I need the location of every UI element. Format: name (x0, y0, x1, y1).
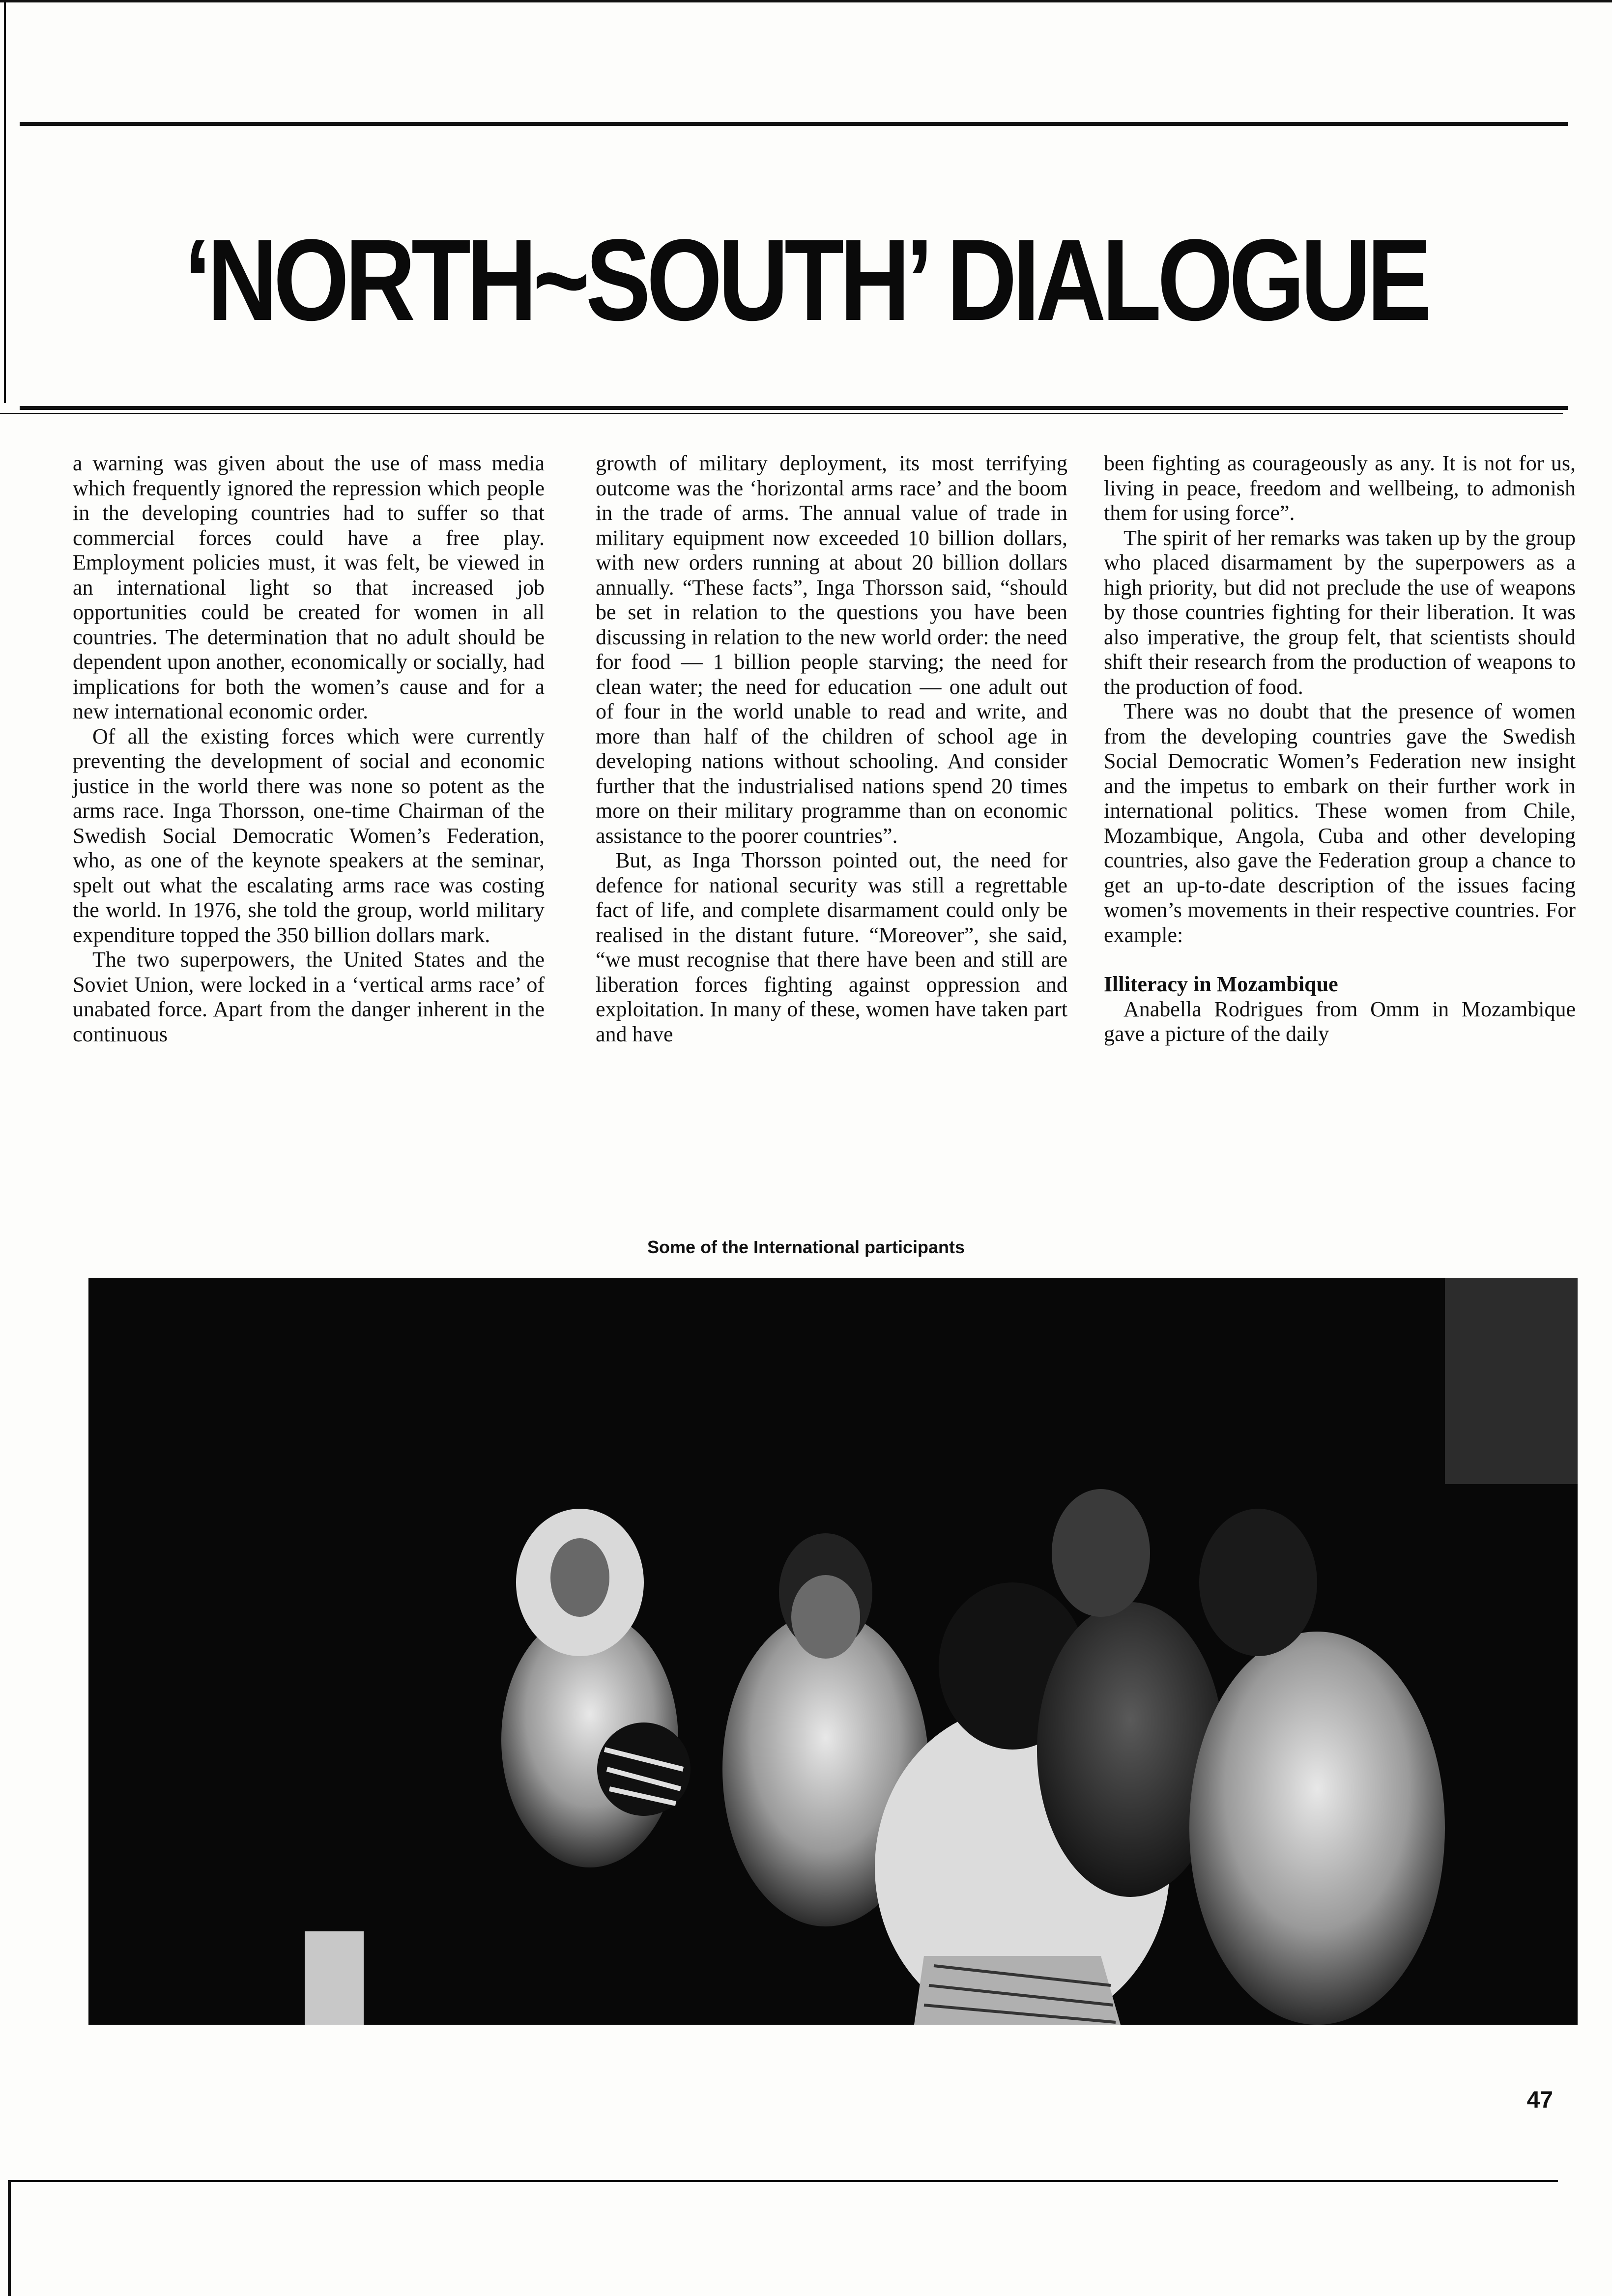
text-column-3 (1104, 451, 1576, 1047)
bottom-border-rule (10, 2180, 1558, 2182)
top-border-rule (0, 0, 1612, 2)
paragraph: The spirit of her remarks was taken up by the group who placed disarmament by the superpowers as a high priority, but did not preclude the use of weapons by those countries fighting for their liberation. It was also imperative, the group felt, that scientists should shift their research from the production of weapons to the production of food. (1104, 525, 1576, 699)
paragraph: But, as Inga Thorsson pointed out, the need for defence for national security was still a regrettable fact of life, and complete disarmament could only be realised in the distant future. “Moreover”, she said, “we must recognise that there have been and still are liberation forces fighting against oppression and exploitation. In many of these, women have taken part and have (596, 848, 1067, 1046)
title-bottom-rule-thin (0, 413, 1563, 414)
left-border-rule (4, 0, 6, 403)
title-bottom-rule (20, 406, 1568, 410)
group-photo-illustration (88, 1278, 1578, 2025)
paragraph: growth of military deployment, its most terrifying outcome was the ‘horizontal arms race’ and the boom in the trade of arms. The annual value of trade in military equipment now exceeded 10 billion dollars, with new orders running at about 20 billion dollars annually. “These facts”, Inga Thorsson said, “should be set in relation to the questions you have been discussing in relation to the new world order: the need for food — 1 billion people starving; the need for clean water; the need for education — one adult out of four in the world unable to read and write, and more than half of the children of school age in developing nations without schooling. And consider further that the industrialised nations spend 20 times more on their military programme than on economic assistance to the poorer countries”. (596, 451, 1067, 848)
article-title: ‘NORTH~SOUTH’ DIALOGUE (184, 215, 1428, 345)
text-column-1 (73, 451, 545, 1047)
paragraph: There was no doubt that the presence of women from the developing countries gave the Swedish Social Democratic Women’s Federation new insight and the impetus to embark on their further work in international politics. These women from Chile, Mozambique, Angola, Cuba and other developing countries, also gave the Federation group a chance to get an up-to-date description of the issues facing women’s movements in their respective countries. For example: (1104, 699, 1576, 947)
paragraph: Of all the existing forces which were currently preventing the development of social and economic justice in the world there was none so potent as the arms race. Inga Thorsson, one-time Chairman of the Swedish Social Democratic Women’s Federation, who, as one of the keynote speakers at the seminar, spelt out what the escalating arms race was costing the world. In 1976, she told the group, world military expenditure topped the 350 billion dollars mark. (73, 724, 545, 947)
title-top-rule (20, 122, 1568, 126)
paragraph: been fighting as courageously as any. It is not for us, living in peace, freedom and wellbeing, to admonish them for using force”. (1104, 451, 1576, 525)
subheading: Illiteracy in Mozambique (1104, 972, 1338, 996)
text-column-2 (596, 451, 1067, 1047)
paragraph: a warning was given about the use of mass media which frequently ignored the repression which people in the developing countries had to suffer so that commercial forces could have a free play. Employment policies must, it was felt, be viewed in an international light so that increased job opportunities could be created for women in all countries. The determination that no adult should be dependent upon another, economically or socially, had implications for both the women’s cause and for a new international economic order. (73, 451, 545, 723)
bottom-left-border-rule (8, 2180, 11, 2296)
page-number: 47 (1526, 2087, 1553, 2113)
paragraph: The two superpowers, the United States and the Soviet Union, were locked in a ‘vertical arms race’ of unabated force. Apart from the danger inherent in the continuous (73, 947, 545, 1046)
group-photo (88, 1278, 1578, 2025)
photo-caption: Some of the International participants (647, 1237, 965, 1257)
paragraph: Anabella Rodrigues from Omm in Mozambique gave a picture of the daily (1104, 997, 1576, 1046)
